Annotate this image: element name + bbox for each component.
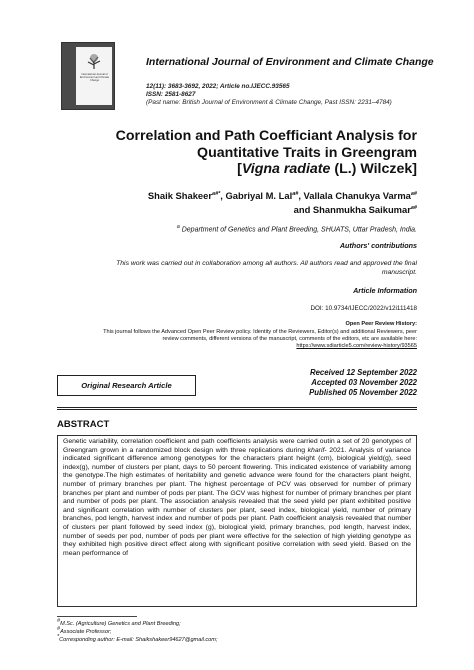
cover-page [76,47,112,105]
affiliation-text: Department of Genetics and Plant Breeding, SHUATS, Uttar Pradesh, India. [179,226,417,234]
title-line-3 [57,161,417,178]
cover-title: International Journal of Environment and Climate Change [79,73,110,82]
date-published: Published 05 November 2022 [309,388,417,397]
contributions-text [116,259,417,277]
footnote-rule [57,616,137,617]
paper-title [57,128,417,178]
peer-review-link[interactable]: https://www.sdiarticle5.com/review-history/93565 [296,343,417,350]
author-name: , Vallala Chanukya Varma [298,190,411,202]
date-received: Received 12 September 2022 [309,368,417,377]
author-name: and Shanmukha Saikumar [293,204,411,216]
abstract-heading: ABSTRACT [57,419,110,430]
doi-text: DOI: 10.9734/IJECC/2022/v12i111418 [310,305,417,312]
author-sup: a#* [212,191,221,197]
author-name: Shaik Shakeer [147,190,213,202]
journal-cover-image [61,42,115,110]
author-line-1 [77,188,417,202]
author-sup: a# [410,191,417,197]
abstract-kharif: kharif [307,446,325,454]
journal-issn: ISSN: 2581-8627 [146,91,196,98]
peer-review-line-2: review comments, different versions of the manuscript, comments of the editors, etc are available here: [162,336,417,343]
author-line-2 [77,202,417,216]
footnote-sup: # [57,626,61,632]
title-species-suffix: (L.) Wilczek] [330,161,417,177]
footnote-text: Associate Professor; [60,628,112,635]
title-line-1: Correlation and Path Coefficiant Analysis for [115,128,417,144]
author-list [77,188,417,216]
title-line-2: Quantitative Traits in Greengram [197,144,417,161]
footnote-sup: # [57,618,61,624]
contributions-line-1: This work was carried out in collaboration among all authors. All authors read and approved the final [116,260,417,267]
divider-top [57,407,417,408]
tree-icon [84,53,104,69]
abstract-part-b: - 2021. Analysis of variance indicated significant difference among genotypes for the characters plant height (cm), biological yield(g), seed index(g), number of clusters per plant, days to 50 percent flowering. This indicated existence of variability among the genotype.The high estimates of heritability and genetic advance were found for the characters plant height, number of primary branches per plant. The highest percentage of PCV was observed for number of primary branches per plant and number of pods per plant. The GCV was highest for number of primary branches per plant and number of pods per plant. The association analysis revealed that the seed yield per plant exhibited positive and significant correlation with number of clusters per plant, seed index, biological yield, number of primary branches, pod length, harvest index and number of pods per plant. Path coefficient analysis revealed that number of clusters per plant followed by seed index (g), biological yield, primary branches, pod length, harvest index, number of seeds per pod, number of pods per plant were effective for the selection of high yielding genotype as they exhibited high positive direct effect along with significant positive correlation with seed yield. Based on the mean performance of [63,446,411,557]
footnote-sup: * [57,634,60,640]
title-species-prefix: [ [237,161,242,177]
author-sup: a# [292,191,299,197]
peer-review-text [55,329,417,351]
contributions-line-2: manuscript. [381,269,417,276]
peer-review-heading: Open Peer Review History: [345,321,417,327]
contributions-heading: Authors' contributions [339,241,417,250]
abstract-text [57,435,417,607]
article-type-box: Original Research Article [57,375,196,396]
abstract-part-a: Genetic variability, correlation coefficient and path coefficients analysis were carried outin a set of 20 genotypes of Greengram grown in a randomized block design with three replications during [63,438,411,454]
title-species: Vigna radiate [241,161,331,177]
journal-past-name: (Past name: British Journal of Environment & Climate Change, Past ISSN: 2231–4784) [146,99,392,106]
peer-review-line-1: This journal follows the Advanced Open Peer Review policy. Identity of the Reviewers, Editor(s) and additional Reviewers, peer [103,329,417,335]
footnote-3 [57,634,217,644]
journal-citation: 12(11): 3683-3692, 2022; Article no.IJECC.93565 [146,83,290,90]
author-sup: a# [410,205,417,212]
affiliation [177,224,417,233]
affiliation-sup: a [176,224,180,230]
journal-name: International Journal of Environment and Climate Change [146,56,434,68]
divider-bottom [57,409,417,410]
footnote-text: M.Sc. (Agriculture) Genetics and Plant Breeding; [60,620,181,627]
article-dates [309,368,417,398]
date-accepted: Accepted 03 November 2022 [311,378,417,387]
article-info-heading: Article Information [353,286,417,295]
footnote-text: Corresponding author: E-mail: Shaikshakeer94627@gmail.com; [59,636,218,643]
author-name: , Gabriyal M. Lal [220,190,293,202]
